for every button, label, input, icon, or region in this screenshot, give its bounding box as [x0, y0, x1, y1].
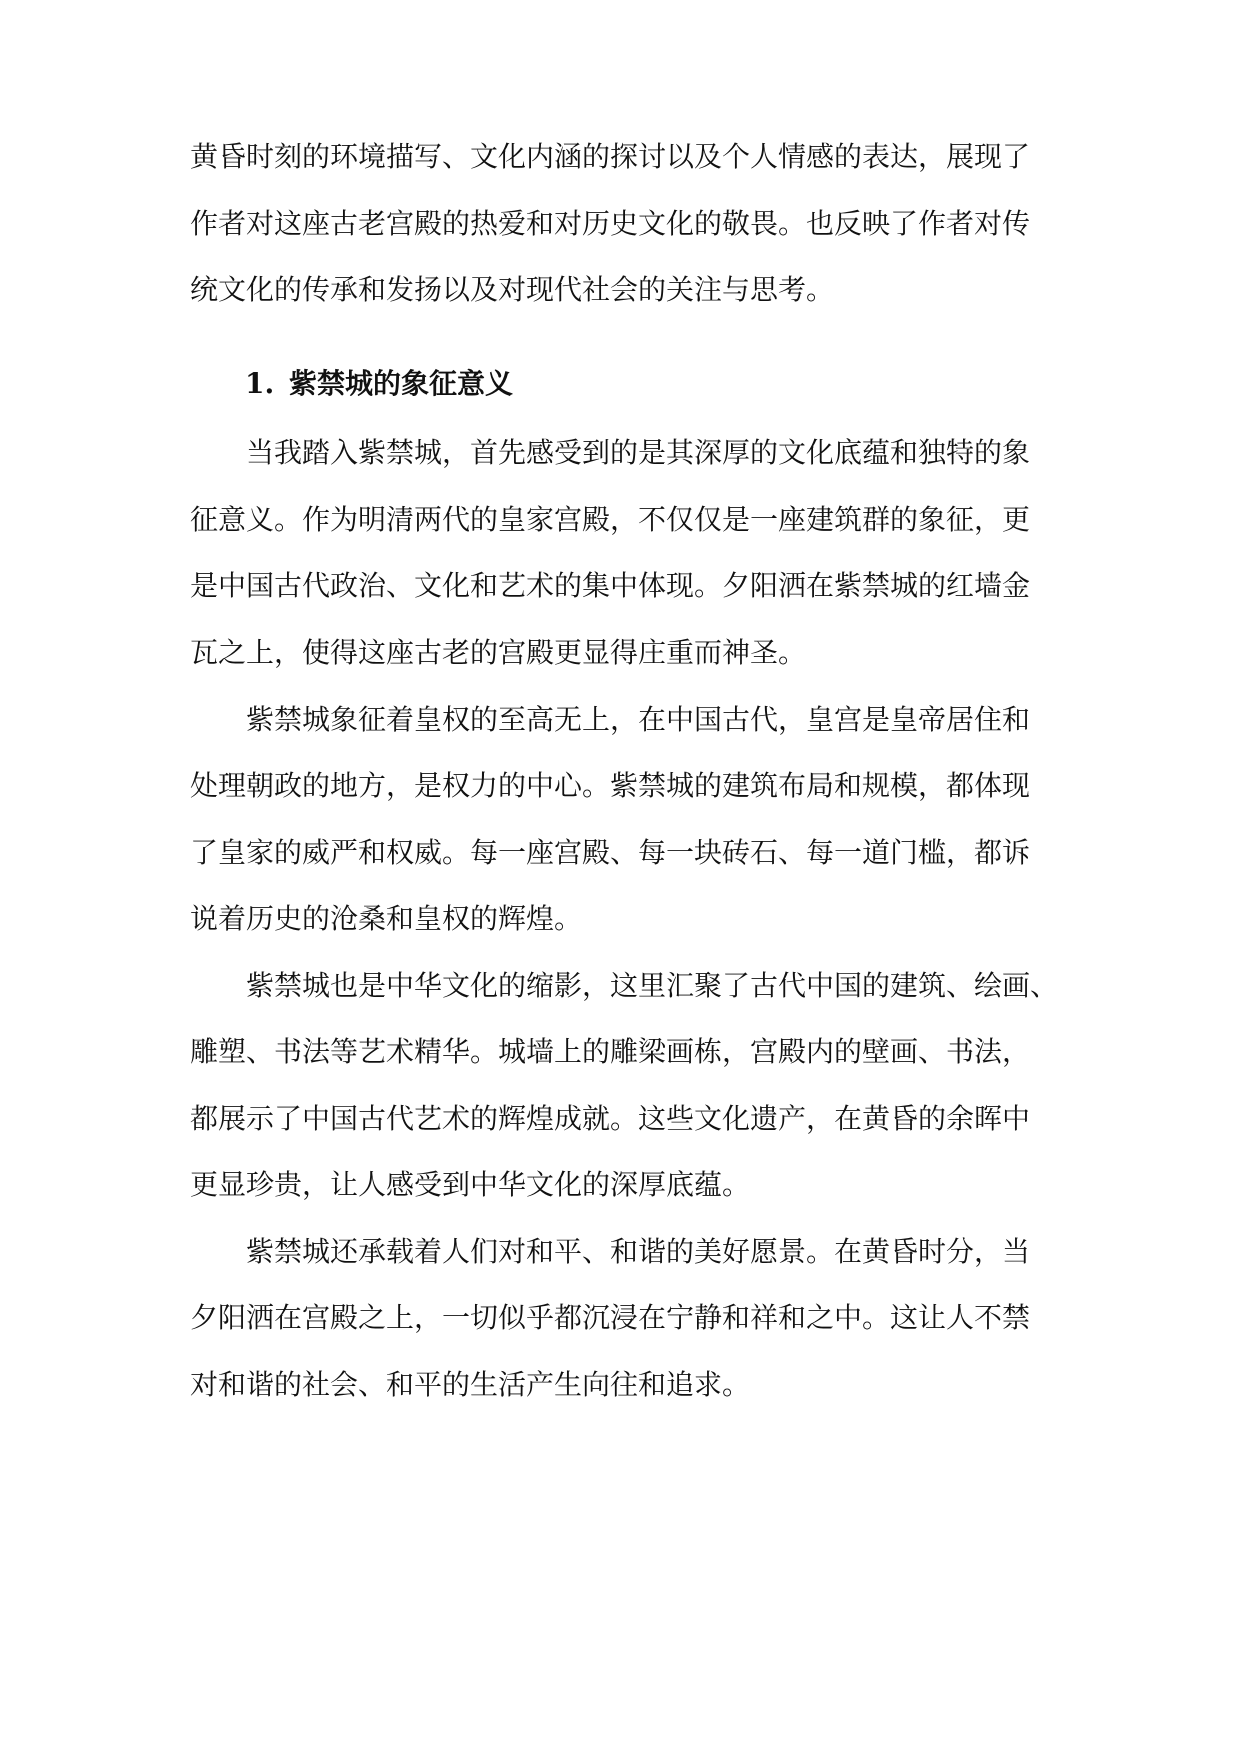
section-number: 1. [245, 367, 275, 400]
paragraph-4-line-1: 紫禁城还承载着人们对和平、和谐的美好愿景。在黄昏时分，当 [246, 1235, 1031, 1268]
paragraph-2-line-3: 了皇家的威严和权威。每一座宫殿、每一块砖石、每一道门槛，都诉 [190, 836, 1031, 869]
paragraph-2-line-2: 处理朝政的地方，是权力的中心。紫禁城的建筑布局和规模，都体现 [190, 769, 1031, 802]
paragraph-1-line-2: 征意义。作为明清两代的皇家宫殿，不仅仅是一座建筑群的象征，更 [190, 503, 1031, 536]
paragraph-3-line-2: 雕塑、书法等艺术精华。城墙上的雕梁画栋，宫殿内的壁画、书法， [190, 1035, 1031, 1068]
paragraph-4-line-2: 夕阳洒在宫殿之上，一切似乎都沉浸在宁静和祥和之中。这让人不禁 [190, 1301, 1031, 1334]
paragraph-2-line-1: 紫禁城象征着皇权的至高无上，在中国古代，皇宫是皇帝居住和 [246, 703, 1031, 736]
paragraph-1-line-3: 是中国古代政治、文化和艺术的集中体现。夕阳洒在紫禁城的红墙金 [190, 569, 1031, 602]
intro-line-3: 统文化的传承和发扬以及对现代社会的关注与思考。 [190, 273, 835, 306]
intro-line-2: 作者对这座古老宫殿的热爱和对历史文化的敬畏。也反映了作者对传 [190, 207, 1031, 240]
paragraph-3-line-1: 紫禁城也是中华文化的缩影，这里汇聚了古代中国的建筑、绘画、 [246, 969, 1059, 1002]
section-heading [245, 364, 513, 404]
paragraph-3-line-4: 更显珍贵，让人感受到中华文化的深厚底蕴。 [190, 1168, 751, 1201]
paragraph-3-line-3: 都展示了中国古代艺术的辉煌成就。这些文化遗产，在黄昏的余晖中 [190, 1102, 1031, 1135]
paragraph-1-line-1: 当我踏入紫禁城，首先感受到的是其深厚的文化底蕴和独特的象 [246, 436, 1031, 469]
section-title: 紫禁城的象征意义 [289, 367, 514, 400]
intro-line-1: 黄昏时刻的环境描写、文化内涵的探讨以及个人情感的表达，展现了 [190, 140, 1031, 173]
paragraph-2-line-4: 说着历史的沧桑和皇权的辉煌。 [190, 902, 583, 935]
paragraph-1-line-4: 瓦之上，使得这座古老的宫殿更显得庄重而神圣。 [190, 636, 807, 669]
paragraph-4-line-3: 对和谐的社会、和平的生活产生向往和追求。 [190, 1368, 751, 1401]
